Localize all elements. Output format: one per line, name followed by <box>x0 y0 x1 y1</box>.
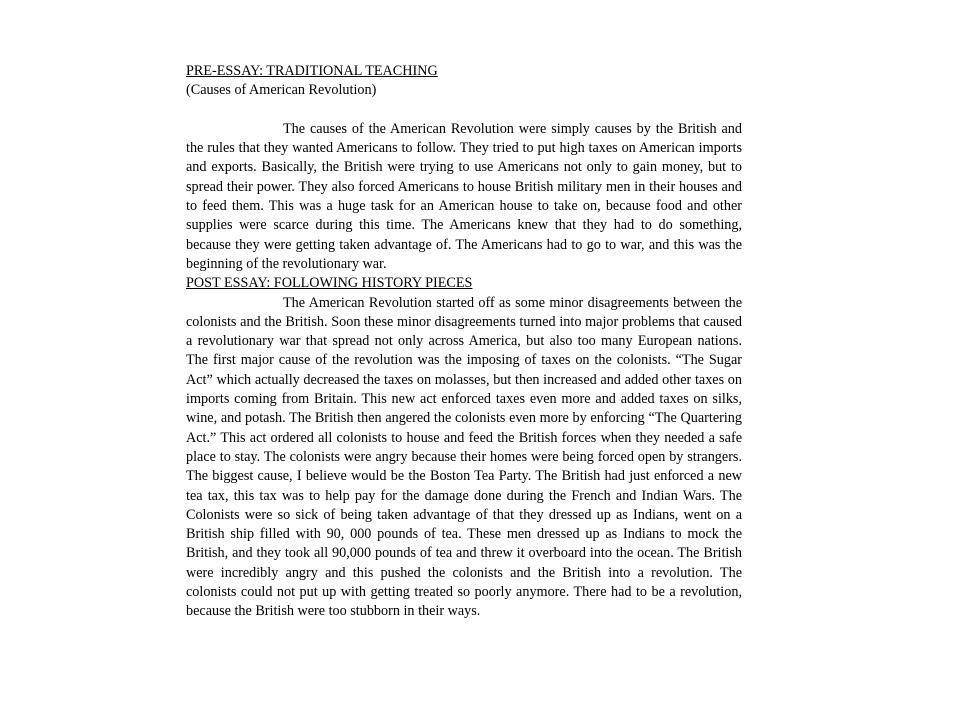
post-essay-body: The American Revolution started off as some minor disagreements between the colonists and the British. Soon these minor disagreements turned into major problems that caused a revolutionary war that spread not only across America, but also too many European nations. The first major cause of the revolution was the imposing of taxes on the colonists. “The Sugar Act” which actually decreased the taxes on molasses, but then increased and added other taxes on imports coming from Britain. This new act enforced taxes even more and added taxes on silks, wine, and potash. The British then angered the colonists even more by enforcing “The Quartering Act.” This act ordered all colonists to house and feed the British forces when they needed a safe place to stay. The colonists were angry because their homes were being forced open by strangers. The biggest cause, I believe would be the Boston Tea Party. The British had just enforced a new tea tax, this tax was to help pay for the damage done during the French and Indian Wars. The Colonists were so sick of being taken advantage of that they dressed up as Indians, went on a British ship filled with 90, 000 pounds of tea. These men dressed up as Indians to mock the British, and they took all 90,000 pounds of tea and threw it overboard into the ocean. The British were incredibly angry and this pushed the colonists and the British into a revolution. The colonists could not put up with getting treated so poorly anymore. There had to be a revolution, because the British were too stubborn in their ways. <box>186 294 742 620</box>
blank-line <box>186 101 742 120</box>
post-essay-heading: POST ESSAY: FOLLOWING HISTORY PIECES <box>186 275 473 292</box>
pre-essay-body: The causes of the American Revolution were simply causes by the British and the rules that they wanted Americans to follow. They tried to put high taxes on American imports and exports. Basically, the British were trying to use Americans not only to gain money, but to spread their power. They also forced Americans to house British military men in their houses and to feed them. This was a huge task for an American house to take on, because food and other supplies were scarce during this time. The Americans knew that they had to do something, because they were getting taken advantage of. The Americans had to go to war, and this was the beginning of the revolutionary war. <box>186 120 742 272</box>
essay-document <box>186 62 742 622</box>
pre-essay-heading: PRE-ESSAY: TRADITIONAL TEACHING <box>186 63 438 79</box>
pre-essay-subtitle: (Causes of American Revolution) <box>186 82 377 99</box>
